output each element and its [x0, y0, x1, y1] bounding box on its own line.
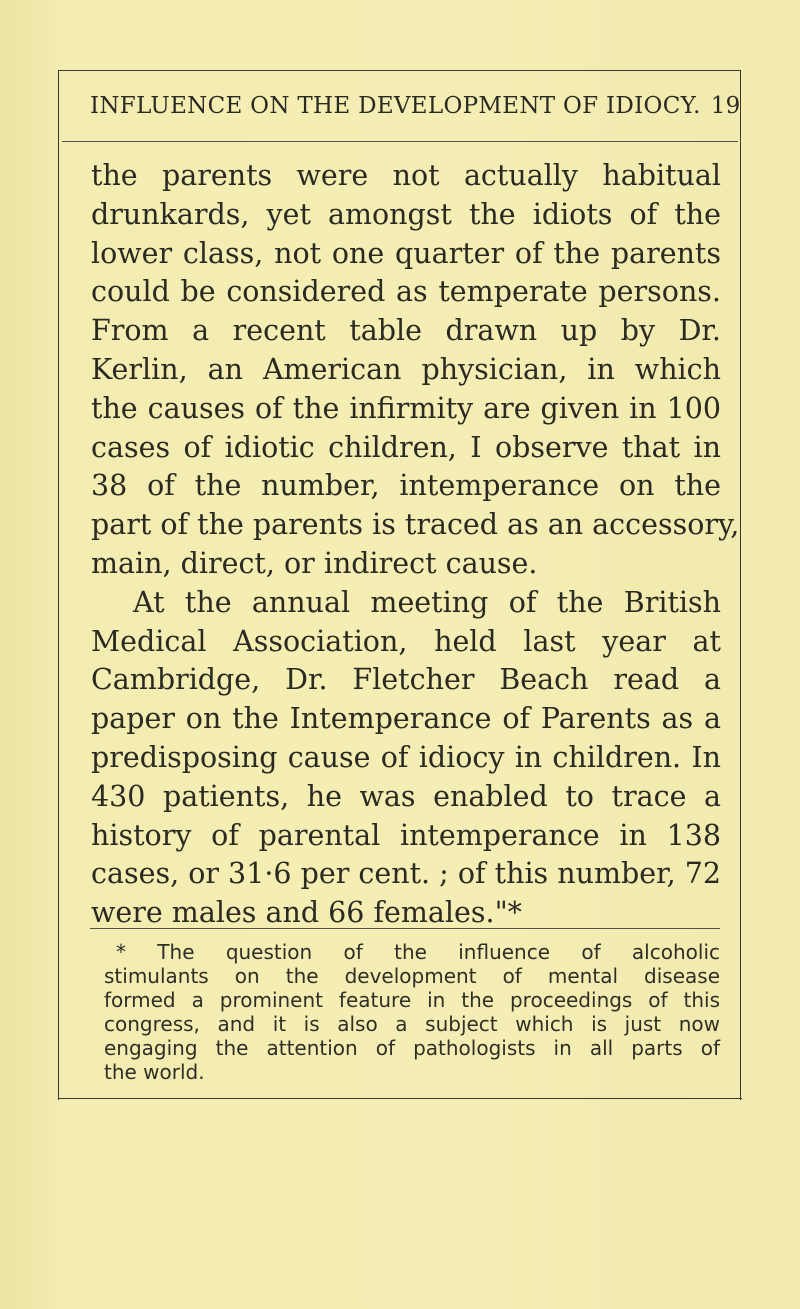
text-line: 38 of the number, intemperance on the — [91, 469, 721, 503]
text-line: the parents were not actually habitual — [91, 159, 721, 192]
text-line: At the annual meeting of the British — [133, 585, 721, 619]
frame-left-rule — [58, 70, 59, 1100]
text-line: the causes of the infirmity are given in 100 — [91, 391, 721, 425]
running-head — [90, 93, 741, 119]
header-rule — [62, 141, 738, 142]
text-line: could be considered as temperate persons. — [91, 275, 721, 309]
text-line: lower class, not one quarter of the parents — [91, 236, 721, 270]
footnote-rule — [90, 928, 720, 929]
footnote-line: engaging the attention of pathologists in all parts of — [104, 1036, 720, 1060]
page-number: 19 — [710, 93, 741, 119]
body-text — [91, 157, 740, 933]
text-line: Kerlin, an American physician, in which — [91, 352, 721, 386]
text-line: were males and 66 females."* — [91, 896, 522, 930]
text-line: 430 patients, he was enabled to trace a — [91, 779, 721, 813]
text-line: Cambridge, Dr. Fletcher Beach read a — [91, 663, 721, 697]
frame-right-rule — [740, 70, 741, 1100]
footnote-line: * The question of the influence of alcoholic — [116, 940, 720, 964]
text-line: Medical Association, held last year at — [91, 624, 721, 658]
footnote-line: the world. — [104, 1060, 205, 1084]
footnote-line: stimulants on the development of mental disease — [104, 964, 720, 988]
text-line: cases, or 31·6 per cent. ; of this number, 72 — [91, 857, 721, 891]
text-line: cases of idiotic children, I observe that in — [91, 430, 721, 464]
footnote-line: formed a prominent feature in the proceedings of this — [104, 988, 720, 1012]
text-line: part of the parents is traced as an accessory, — [91, 508, 740, 542]
footnote — [104, 940, 720, 1084]
footnote-line: congress, and it is also a subject which is just now — [104, 1012, 720, 1036]
frame-bottom-rule — [58, 1098, 742, 1099]
text-line: From a recent table drawn up by Dr. — [91, 314, 721, 348]
running-head-title: INFLUENCE ON THE DEVELOPMENT OF IDIOCY. — [90, 93, 701, 119]
text-line: history of parental intemperance in 138 — [91, 818, 721, 852]
text-line: main, direct, or indirect cause. — [91, 546, 538, 580]
text-line: drunkards, yet amongst the idiots of the — [91, 197, 721, 231]
text-line: paper on the Intemperance of Parents as a — [91, 702, 721, 736]
frame-top-rule — [58, 70, 740, 71]
text-line: predisposing cause of idiocy in children. In — [91, 740, 721, 774]
